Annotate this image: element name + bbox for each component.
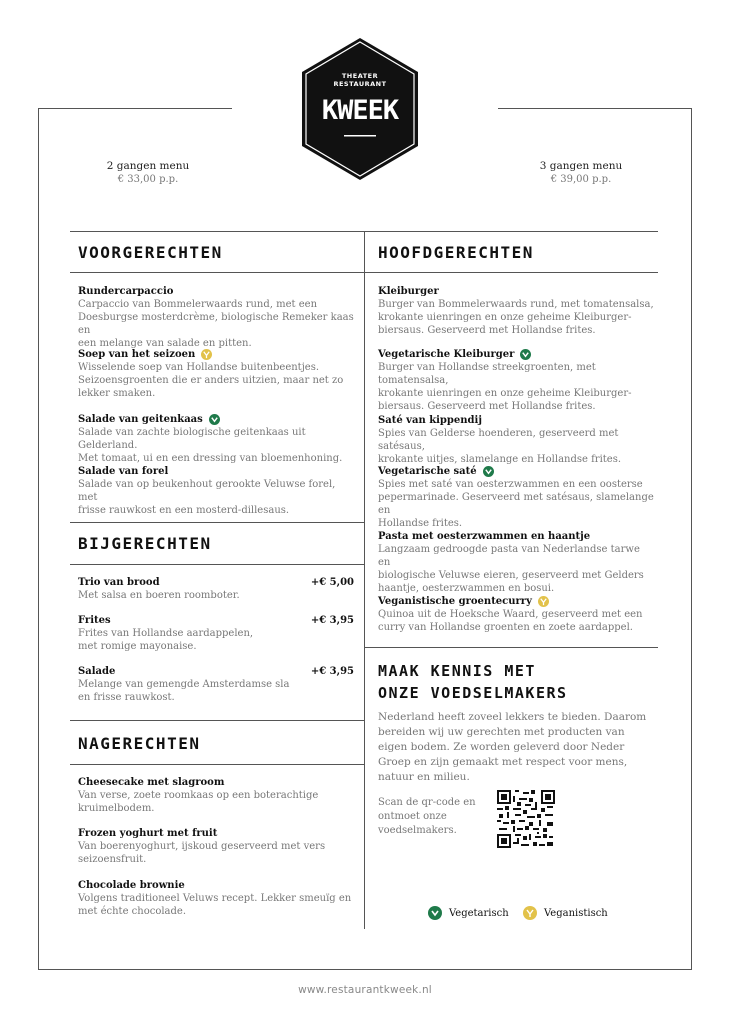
menu-item	[78, 577, 354, 602]
vegetarian-icon	[520, 349, 531, 360]
item-description: Met salsa en boeren roomboter.	[78, 590, 240, 601]
item-name: Trio van brood	[78, 577, 160, 588]
legend-label: Vegetarisch	[449, 907, 509, 919]
item-description: Melange van gemengde Amsterdamse sla en frisse rauwkost.	[78, 679, 290, 703]
menu-item	[378, 466, 654, 530]
item-description: Volgens traditioneel Veluws recept. Lekker smeuïg en met échte chocolade.	[78, 893, 352, 917]
menu-item	[378, 349, 654, 413]
item-description: Spies met saté van oesterzwammen en een oosterse pepermarinade. Geserveerd met satésaus, slamelange en Hollandse frites.	[378, 479, 654, 529]
item-name: Chocolade brownie	[78, 880, 185, 891]
kennis-title-line2: ONZE VOEDSELMAKERS	[378, 684, 568, 702]
legend-label: Veganistisch	[544, 907, 608, 919]
menu-item	[78, 880, 354, 918]
nagerechten-title: NAGERECHTEN	[78, 734, 201, 753]
item-description: Carpaccio van Bommelerwaards rund, met een Doesburgse mosterdcrème, biologische Remeker kaas en een melange van salade en pitten.	[78, 299, 354, 349]
menu-item	[78, 777, 354, 815]
item-name: Salade van geitenkaas	[78, 414, 203, 425]
menu-item	[78, 466, 354, 517]
legend-vegetarian	[428, 906, 509, 920]
item-name: Cheesecake met slagroom	[78, 777, 225, 788]
logo-name: KWEEK	[321, 95, 399, 126]
menu-title: 3 gangen menu	[539, 160, 623, 172]
item-description: Salade van op beukenhout gerookte Veluwse forel, met frisse rauwkost en een mosterd-dillesaus.	[78, 479, 336, 516]
menu-item	[78, 828, 354, 866]
item-price: +€ 5,00	[310, 577, 354, 588]
item-name: Salade van forel	[78, 466, 169, 477]
menu-2-gangen	[78, 160, 218, 185]
item-description: Spies van Gelderse hoenderen, geserveerd met satésaus, krokante uitjes, slamelange en Hollandse frites.	[378, 428, 622, 465]
logo-line1: THEATER	[341, 72, 379, 80]
kennis-title-line1: MAAK KENNIS MET	[378, 662, 536, 680]
item-description: Van verse, zoete roomkaas op een boterachtige kruimelbodem.	[78, 790, 319, 814]
menu-price: € 39,00 p.p.	[550, 174, 612, 185]
column-divider	[364, 231, 365, 929]
divider	[70, 720, 364, 721]
item-name: Salade	[78, 666, 116, 677]
divider	[364, 647, 658, 648]
kweek-logo	[300, 36, 420, 182]
divider	[70, 564, 364, 565]
item-name: Vegetarische saté	[378, 466, 477, 477]
item-description: Van boerenyoghurt, ijskoud geserveerd met vers seizoensfruit.	[78, 841, 326, 865]
divider	[70, 522, 364, 523]
item-name: Veganistische groentecurry	[378, 596, 532, 607]
item-description: Burger van Bommelerwaards rund, met tomatensalsa, krokante uienringen en onze geheime Kleiburger- biersaus. Geserveerd met Hollandse frites.	[378, 299, 654, 336]
menu-item	[378, 596, 654, 634]
vegetarian-icon	[209, 414, 220, 425]
divider	[70, 764, 364, 765]
vegan-icon	[201, 349, 212, 360]
item-name: Rundercarpaccio	[78, 286, 174, 297]
vegan-icon	[538, 596, 549, 607]
item-price: +€ 3,95	[310, 666, 354, 677]
item-name: Vegetarische Kleiburger	[378, 349, 515, 360]
item-name: Frozen yoghurt met fruit	[78, 828, 218, 839]
menu-item	[78, 349, 354, 400]
menu-item	[378, 531, 654, 595]
logo-line2: RESTAURANT	[333, 80, 387, 88]
item-price: +€ 3,95	[310, 615, 354, 626]
menu-item	[378, 415, 654, 466]
item-name: Saté van kippendij	[378, 415, 482, 426]
kennis-intro: Nederland heeft zoveel lekkers te bieden. Daarom bereiden wij uw gerechten met producten van eigen bodem. Ze worden geleverd door Neder Groep en zijn gemaakt met respect voor mens, natuur en milieu.	[378, 711, 647, 783]
website-link[interactable]: www.restaurantkweek.nl	[298, 984, 432, 996]
vegan-icon	[523, 906, 537, 920]
item-name: Pasta met oesterzwammen en haantje	[378, 531, 591, 542]
item-description: Salade van zachte biologische geitenkaas uit Gelderland. Met tomaat, ui en een dressing van bloemenhoning.	[78, 427, 343, 464]
vegetarian-icon	[483, 466, 494, 477]
item-description: Langzaam gedroogde pasta van Nederlandse tarwe en biologische Veluwse eieren, geserveerd met Gelders haantje, oesterzwammen en bosui.	[378, 544, 644, 594]
hoofdgerechten-title: HOOFDGERECHTEN	[378, 243, 534, 262]
menu-item	[78, 666, 354, 704]
bijgerechten-title: BIJGERECHTEN	[78, 534, 212, 553]
menu-price: € 33,00 p.p.	[117, 174, 179, 185]
item-description: Wisselende soep van Hollandse buitenbeentjes. Seizoensgroenten die er anders uitzien, maar net zo lekker smaken.	[78, 362, 344, 399]
qr-caption: Scan de qr-code en ontmoet onze voedselmakers.	[378, 797, 476, 836]
item-description: Frites van Hollandse aardappelen, met romige mayonaise.	[78, 628, 254, 652]
vegetarian-icon	[428, 906, 442, 920]
menu-item	[78, 286, 354, 350]
menu-item	[78, 615, 354, 653]
item-description: Burger van Hollandse streekgroenten, met tomatensalsa, krokante uienringen en onze geheime Kleiburger- biersaus. Geserveerd met Hollandse frites.	[378, 362, 632, 412]
item-name: Kleiburger	[378, 286, 439, 297]
menu-title: 2 gangen menu	[106, 160, 190, 172]
legend-vegan	[523, 906, 608, 920]
voorgerechten-title: VOORGERECHTEN	[78, 243, 223, 262]
item-description: Quinoa uit de Hoeksche Waard, geserveerd met een curry van Hollandse groenten en zoete aardappel.	[378, 609, 643, 633]
menu-item	[78, 414, 354, 465]
qr-code[interactable]	[497, 790, 555, 848]
item-name: Soep van het seizoen	[78, 349, 196, 360]
item-name: Frites	[78, 615, 111, 626]
menu-item	[378, 286, 654, 337]
menu-3-gangen	[511, 160, 651, 185]
